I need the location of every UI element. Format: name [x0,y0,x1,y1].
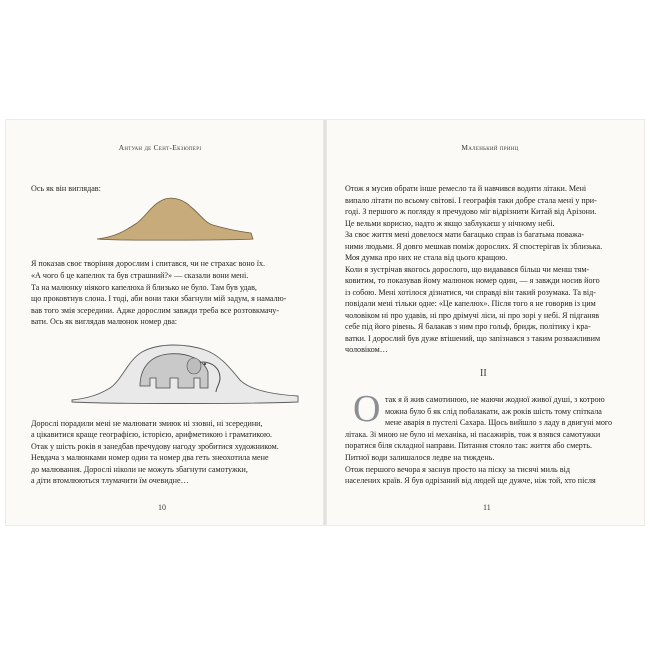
boa-outside-illustration [95,193,255,243]
boa-elephant-illustration [70,338,300,406]
chapter-number: II [480,368,487,379]
right-running-head: Маленький принц [461,143,519,152]
right-page-number: 11 [483,503,491,512]
left-running-head: Антуан де Сент-Екзюпері [118,143,202,152]
left-page-number: 10 [158,503,166,512]
left-intro-text: Ось як він виглядав: [31,184,101,193]
drop-cap-letter: О [353,388,381,430]
book-gutter [323,120,327,525]
